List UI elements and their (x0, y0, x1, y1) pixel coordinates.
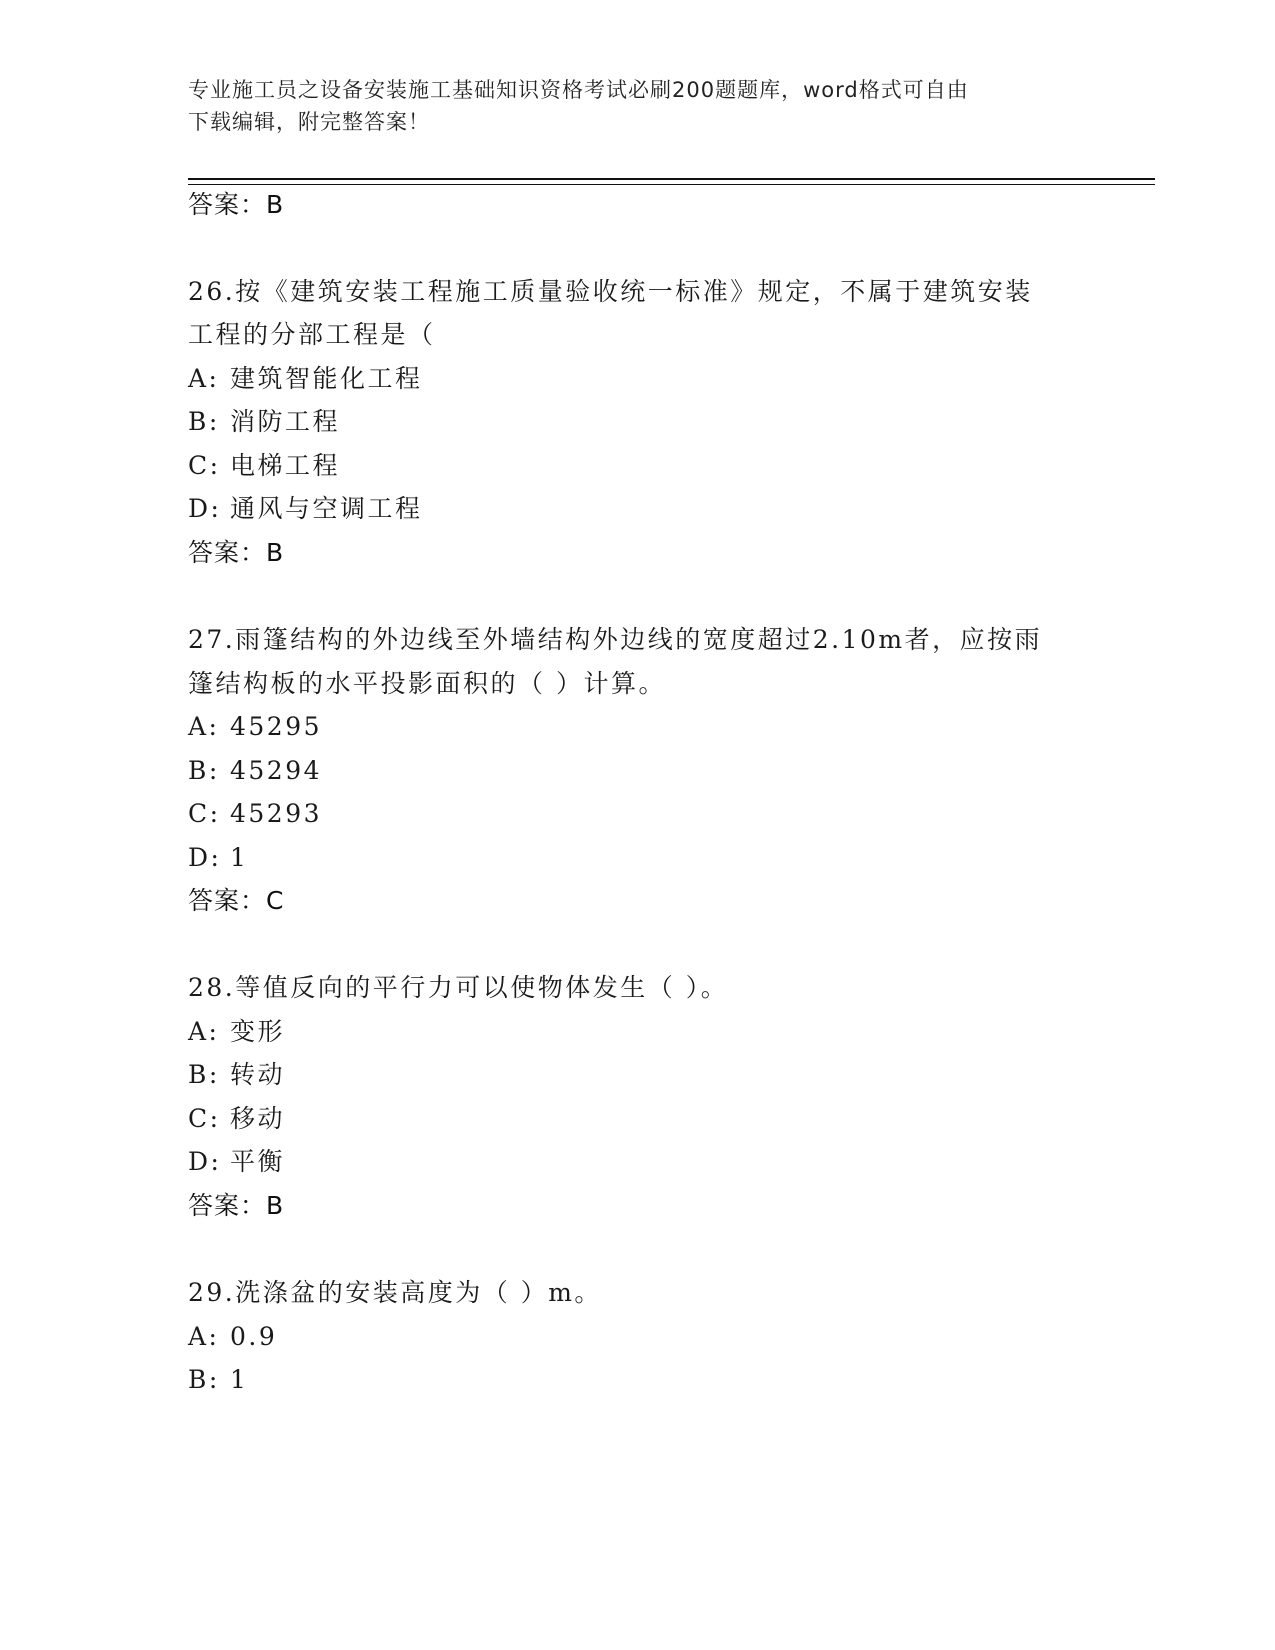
question-28-stem-line-1: 28.等值反向的平行力可以使物体发生（ ）。 (188, 973, 729, 1002)
option-text: 消防工程 (230, 407, 341, 436)
question-26-option-b (188, 405, 340, 439)
header-line-2: 下载编辑，附完整答案！ (188, 110, 430, 134)
option-key: D: (188, 494, 222, 523)
question-28-option-a (188, 1015, 285, 1049)
question-27-option-d (188, 841, 248, 875)
question-27-answer: 答案：C (188, 886, 285, 915)
previous-answer: 答案：B (188, 190, 285, 219)
question-27-stem-line-2: 篷结构板的水平投影面积的（ ）计算。 (188, 669, 666, 698)
option-key: B: (188, 756, 220, 785)
option-key: C: (188, 1104, 221, 1133)
option-text: 变形 (230, 1017, 286, 1046)
option-text: 45293 (230, 799, 323, 828)
question-27-stem-line-1: 27.雨篷结构的外边线至外墙结构外边线的宽度超过2.10m者，应按雨 (188, 625, 1043, 654)
option-text: 1 (230, 1365, 249, 1394)
option-text: 转动 (230, 1060, 286, 1089)
question-26-stem-line-2: 工程的分部工程是（ (188, 320, 436, 349)
question-27-option-a (188, 710, 322, 744)
option-text: 移动 (230, 1104, 286, 1133)
question-29-option-a (188, 1320, 277, 1354)
question-27-option-c (188, 797, 322, 831)
question-26-option-d (188, 492, 423, 526)
question-26-answer: 答案：B (188, 538, 285, 567)
question-26-option-a (188, 362, 423, 396)
question-27-option-b (188, 754, 322, 788)
question-26-stem-line-1: 26.按《建筑安装工程施工质量验收统一标准》规定，不属于建筑安装 (188, 277, 1033, 306)
option-key: B: (188, 1365, 220, 1394)
option-text: 电梯工程 (230, 451, 341, 480)
question-26-option-c (188, 449, 340, 483)
question-29-stem-line-1: 29.洗涤盆的安装高度为（ ）m。 (188, 1278, 602, 1307)
option-text: 通风与空调工程 (230, 494, 423, 523)
option-key: B: (188, 407, 220, 436)
option-text: 1 (230, 843, 249, 872)
question-29-option-b (188, 1363, 248, 1397)
question-28-option-c (188, 1102, 285, 1136)
header-line-1: 专业施工员之设备安装施工基础知识资格考试必刷200题题库，word格式可自由 (188, 78, 969, 102)
header-divider-thin (188, 184, 1155, 185)
question-28-option-b (188, 1058, 285, 1092)
option-key: C: (188, 799, 221, 828)
page-header (188, 74, 1068, 138)
option-key: A: (188, 712, 220, 741)
question-28-answer: 答案：B (188, 1191, 285, 1220)
option-text: 0.9 (230, 1322, 278, 1351)
question-28-option-d (188, 1145, 285, 1179)
option-key: A: (188, 1017, 220, 1046)
option-key: D: (188, 843, 222, 872)
option-key: D: (188, 1147, 222, 1176)
option-text: 平衡 (230, 1147, 286, 1176)
option-key: C: (188, 451, 221, 480)
option-key: A: (188, 364, 220, 393)
option-key: A: (188, 1322, 220, 1351)
option-text: 45295 (230, 712, 323, 741)
option-key: B: (188, 1060, 220, 1089)
option-text: 建筑智能化工程 (230, 364, 423, 393)
option-text: 45294 (230, 756, 323, 785)
header-divider-thick (188, 178, 1155, 180)
